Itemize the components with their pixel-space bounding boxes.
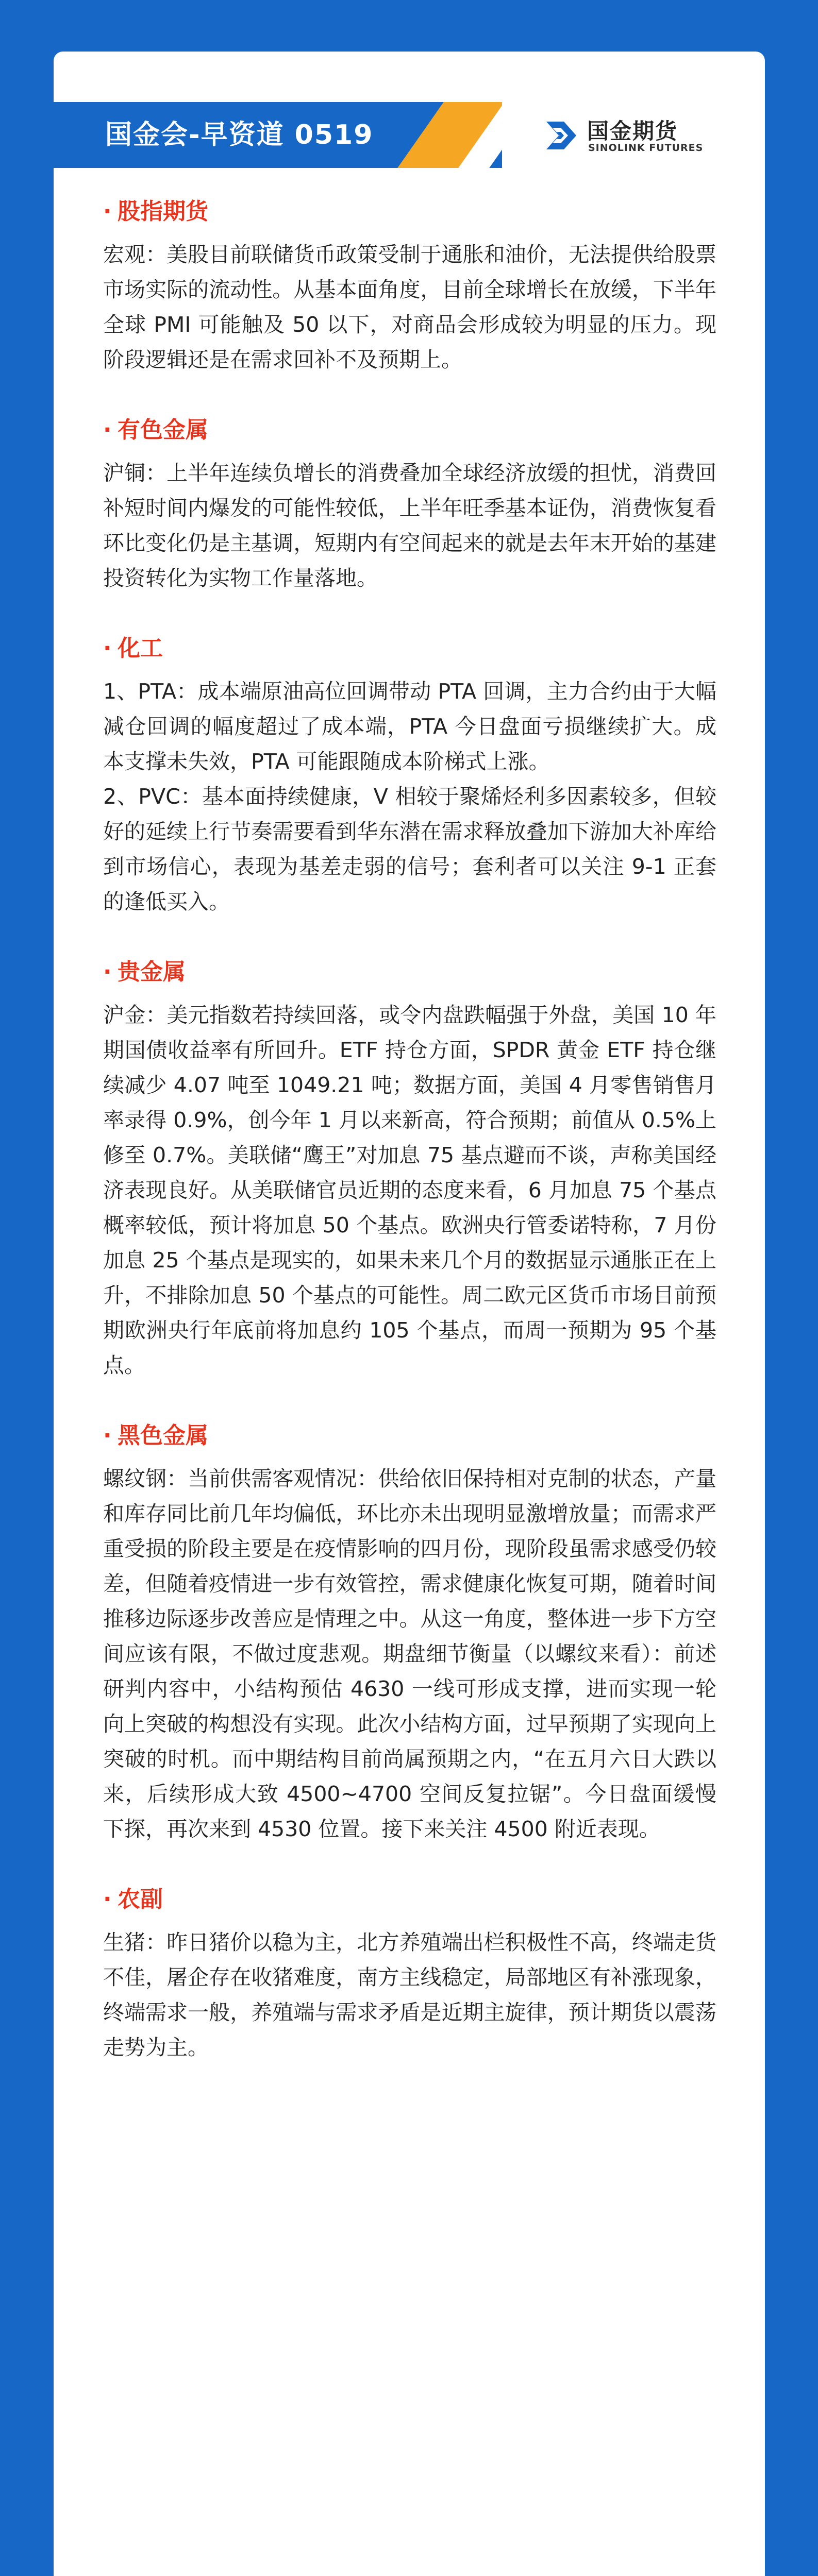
section-title: · 农副 — [103, 1886, 163, 1912]
header-banner — [54, 102, 765, 168]
section-ferrous-metals — [103, 1420, 716, 1846]
section-title: · 化工 — [103, 635, 163, 662]
logo-chinese-name: 国金期货 — [587, 118, 678, 144]
page-title: 国金会-早资道 0519 — [105, 120, 374, 150]
logo-english-name: SINOLINK FUTURES — [588, 142, 704, 154]
section-title: · 有色金属 — [103, 417, 208, 443]
section-agriculture — [103, 1884, 716, 2065]
section-paragraph: 螺纹钢：当前供需客观情况：供给依旧保持相对克制的状态，产量和库存同比前几年均偏低，环比亦未出现明显激增放量；而需求严重受损的阶段主要是在疫情影响的四月份，现阶段虽需求感受仍较差，但随着疫情进一步有效管控，需求健康化恢复可期，随着时间推移边际逐步改善应是情理之中。从这一角度，整体进一步下方空间应该有限，不做过度悲观。期盘细节衡量（以螺纹来看）：前述研判内容中，小结构预估 4630 一线可形成支撑，进而实现一轮向上突破的构想没有实现。此次小结构方面，过早预期了实现向上突破的时机。而中期结构目前尚属预期之内，“在五月六日大跌以来，后续形成大致 4500~4700 空间反复拉锯”。今日盘面缓慢下探，再次来到 4530 位置。接下来关注 4500 附近表现。 — [103, 1466, 716, 1841]
section-chemicals — [103, 633, 716, 919]
section-title: · 黑色金属 — [103, 1422, 208, 1449]
section-nonferrous-metals — [103, 414, 716, 596]
sinolink-logo-icon — [543, 117, 579, 154]
section-paragraph: 生猪：昨日猪价以稳为主，北方养殖端出栏积极性不高，终端走货不佳，屠企存在收猪难度，南方主线稳定，局部地区有补涨现象，终端需求一般，养殖端与需求矛盾是近期主旋律，预计期货以震荡走势为主。 — [103, 1930, 716, 2060]
header-logo — [502, 102, 765, 168]
section-precious-metals — [103, 956, 716, 1383]
section-title: · 贵金属 — [103, 959, 186, 985]
section-paragraph: 宏观：美股目前联储货币政策受制于通胀和油价，无法提供给股票市场实际的流动性。从基本面角度，目前全球增长在放缓，下半年全球 PMI 可能触及 50 以下，对商品会形成较为明显的压力。现阶段逻辑还是在需求回补不及预期上。 — [103, 242, 716, 372]
report-content — [103, 196, 716, 2102]
section-paragraph: 沪金：美元指数若持续回落，或令内盘跌幅强于外盘，美国 10 年期国债收益率有所回升。ETF 持仓方面，SPDR 黄金 ETF 持仓继续减少 4.07 吨至 1049.21 吨；数据方面，美国 4 月零售销售月率录得 0.9%，创今年 1 月以来新高，符合预期；前值从 0.5%上修至 0.7%。美联储“鹰王”对加息 75 基点避而不谈，声称美国经济表现良好。从美联储官员近期的态度来看，6 月加息 75 个基点概率较低，预计将加息 50 个基点。欧洲央行管委诺特称，7 月份加息 25 个基点是现实的，如果未来几个月的数据显示通胀正在上升，不排除加息 50 个基点的可能性。周二欧元区货币市场目前预期欧洲央行年底前将加息约 105 个基点，而周一预期为 95 个基点。 — [103, 1003, 716, 1378]
section-paragraph: 沪铜：上半年连续负增长的消费叠加全球经济放缓的担忧，消费回补短时间内爆发的可能性较低，上半年旺季基本证伪，消费恢复看环比变化仍是主基调，短期内有空间起来的就是去年末开始的基建投资转化为实物工作量落地。 — [103, 461, 716, 590]
section-title: · 股指期货 — [103, 198, 208, 225]
section-paragraph: 2、PVC：基本面持续健康，V 相较于聚烯烃利多因素较多，但较好的延续上行节奏需要看到华东潜在需求释放叠加下游加大补库给到市场信心，表现为基差走弱的信号；套利者可以关注 9-1 正套的逢低买入。 — [103, 784, 716, 914]
section-stock-index-futures — [103, 196, 716, 377]
section-paragraph: 1、PTA：成本端原油高位回调带动 PTA 回调，主力合约由于大幅减仓回调的幅度超过了成本端，PTA 今日盘面亏损继续扩大。成本支撑未失效，PTA 可能跟随成本阶梯式上涨。 — [103, 679, 716, 774]
